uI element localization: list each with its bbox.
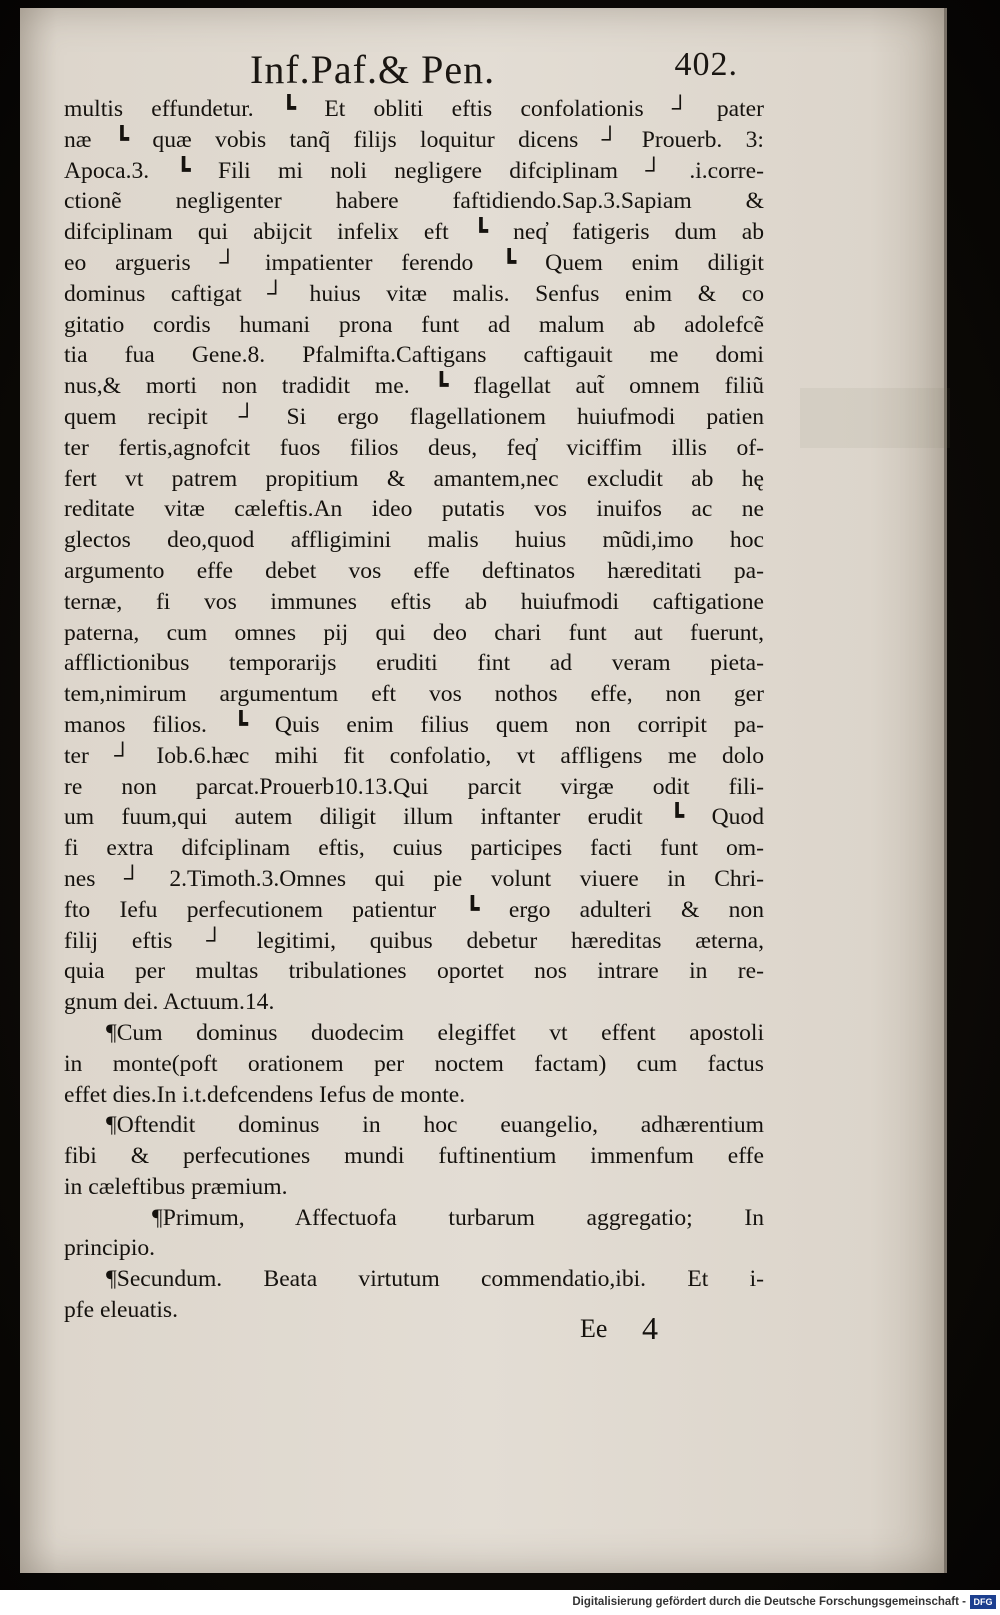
text-line: glectos deo,quod affligimini malis huius mũdi,imo hoc bbox=[64, 527, 764, 554]
paragraph-line: effet dies.In i.t.defcendens Iefus de monte. bbox=[64, 1081, 466, 1108]
paragraph-line: ¶Oftendit dominus in hoc euangelio, adhærentium bbox=[106, 1112, 764, 1139]
text-line: manos filios. ┗ Quis enim filius quem non corripit pa- bbox=[64, 711, 764, 738]
text-line: re non parcat.Prouerb10.13.Qui parcit virgæ odit fili- bbox=[64, 773, 764, 800]
running-title: Inf.Paf.& Pen. bbox=[250, 47, 496, 92]
text-line: afflictionibus temporarijs eruditi fint ad veram pieta- bbox=[64, 650, 764, 677]
text-line: paterna, cum omnes pij qui deo chari funt aut fuerunt, bbox=[64, 619, 764, 646]
text-line: filij eftis ┘ legitimi, quibus debetur hæreditas æterna, bbox=[64, 927, 764, 954]
funding-credit: Digitalisierung gefördert durch die Deutsche Forschungsgemeinschaft - bbox=[572, 1596, 966, 1608]
digitization-footer bbox=[0, 1590, 1000, 1615]
text-line: Apoca.3. ┗ Fili mi noli negligere difciplinam ┘ .i.corre- bbox=[64, 157, 764, 184]
body-text bbox=[64, 94, 764, 1326]
text-line: quia per multas tribulationes oportet nos intrare in re- bbox=[64, 958, 764, 985]
text-line: nes ┘ 2.Timoth.3.Omnes qui pie volunt viuere in Chri- bbox=[64, 865, 764, 892]
text-line: ctionẽ negligenter habere faftidiendo.Sap.3.Sapiam & bbox=[64, 188, 764, 215]
book-page bbox=[20, 8, 947, 1573]
paragraph-line: in cæleftibus præmium. bbox=[64, 1173, 288, 1200]
text-line: fert vt patrem propitium & amantem,nec excludit ab hę bbox=[64, 465, 764, 492]
text-line: gnum dei. Actuum.14. bbox=[64, 989, 275, 1016]
text-line: ternæ, fi vos immunes eftis ab huiufmodi caftigatione bbox=[64, 588, 764, 615]
text-line: multis effundetur. ┗ Et obliti eftis confolationis ┘ pater bbox=[64, 96, 764, 122]
text-line: næ ┗ quæ vobis tanq̃ filijs loquitur dicens ┘ Prouerb. 3: bbox=[64, 126, 764, 153]
signature-mark bbox=[580, 1310, 700, 1354]
signature-number: 4 bbox=[642, 1310, 658, 1346]
text-line: fi extra difciplinam eftis, cuius participes facti funt om- bbox=[64, 835, 764, 862]
page-number: 402. bbox=[674, 46, 738, 83]
text-line: ter fertis,agnofcit fuos filios deus, feq̓ viciffim illis of- bbox=[64, 434, 764, 461]
text-line: eo argueris ┘ impatienter ferendo ┗ Quem enim diligit bbox=[64, 249, 764, 276]
paragraph-line: in monte(poft orationem per noctem factam) cum factus bbox=[64, 1050, 764, 1077]
text-line: nus,& morti non tradidit me. ┗ flagellat aut̃ omnem filiũ bbox=[64, 373, 764, 400]
text-line: quem recipit ┘ Si ergo flagellationem huiufmodi patien bbox=[64, 403, 764, 430]
dfg-logo-icon: DFG bbox=[970, 1595, 996, 1609]
paragraph-line: ¶Secundum. Beata virtutum commendatio,ibi. Et i- bbox=[106, 1266, 764, 1293]
text-line: tia fua Gene.8. Pfalmifta.Caftigans caftigauit me domi bbox=[64, 342, 764, 369]
text-line: tem,nimirum argumentum eft vos nothos effe, non ger bbox=[64, 681, 764, 708]
page-header bbox=[250, 46, 738, 96]
paragraph-line: pfe eleuatis. bbox=[64, 1297, 178, 1324]
paragraph-line: ¶Cum dominus duodecim elegiffet vt effent apostoli bbox=[106, 1019, 764, 1046]
text-line: ter ┘ Iob.6.hæc mihi fit confolatio, vt affligens me dolo bbox=[64, 742, 764, 769]
text-line: argumento effe debet vos effe deftinatos hæreditati pa- bbox=[64, 557, 764, 584]
paragraph-line: fibi & perfecutiones mundi fuftinentium immenfum effe bbox=[64, 1143, 764, 1170]
text-line: difciplinam qui abijcit infelix eft ┗ neq̓ fatigeris dum ab bbox=[64, 219, 764, 246]
text-line: dominus caftigat ┘ huius vitæ malis. Senfus enim & co bbox=[64, 280, 764, 307]
text-line: gitatio cordis humani prona funt ad malum ab adolefcẽ bbox=[64, 311, 764, 338]
text-line: um fuum,qui autem diligit illum inftanter erudit ┗ Quod bbox=[64, 804, 764, 831]
text-line: fto Iefu perfecutionem patientur ┗ ergo adulteri & non bbox=[64, 896, 764, 923]
paragraph-line: ¶Primum, Affectuofa turbarum aggregatio; In bbox=[152, 1204, 764, 1231]
paragraph-line: principio. bbox=[64, 1235, 156, 1262]
signature-letters: Ee bbox=[580, 1314, 608, 1343]
text-line: reditate vitæ cæleftis.An ideo putatis vos inuifos ac ne bbox=[64, 496, 764, 523]
